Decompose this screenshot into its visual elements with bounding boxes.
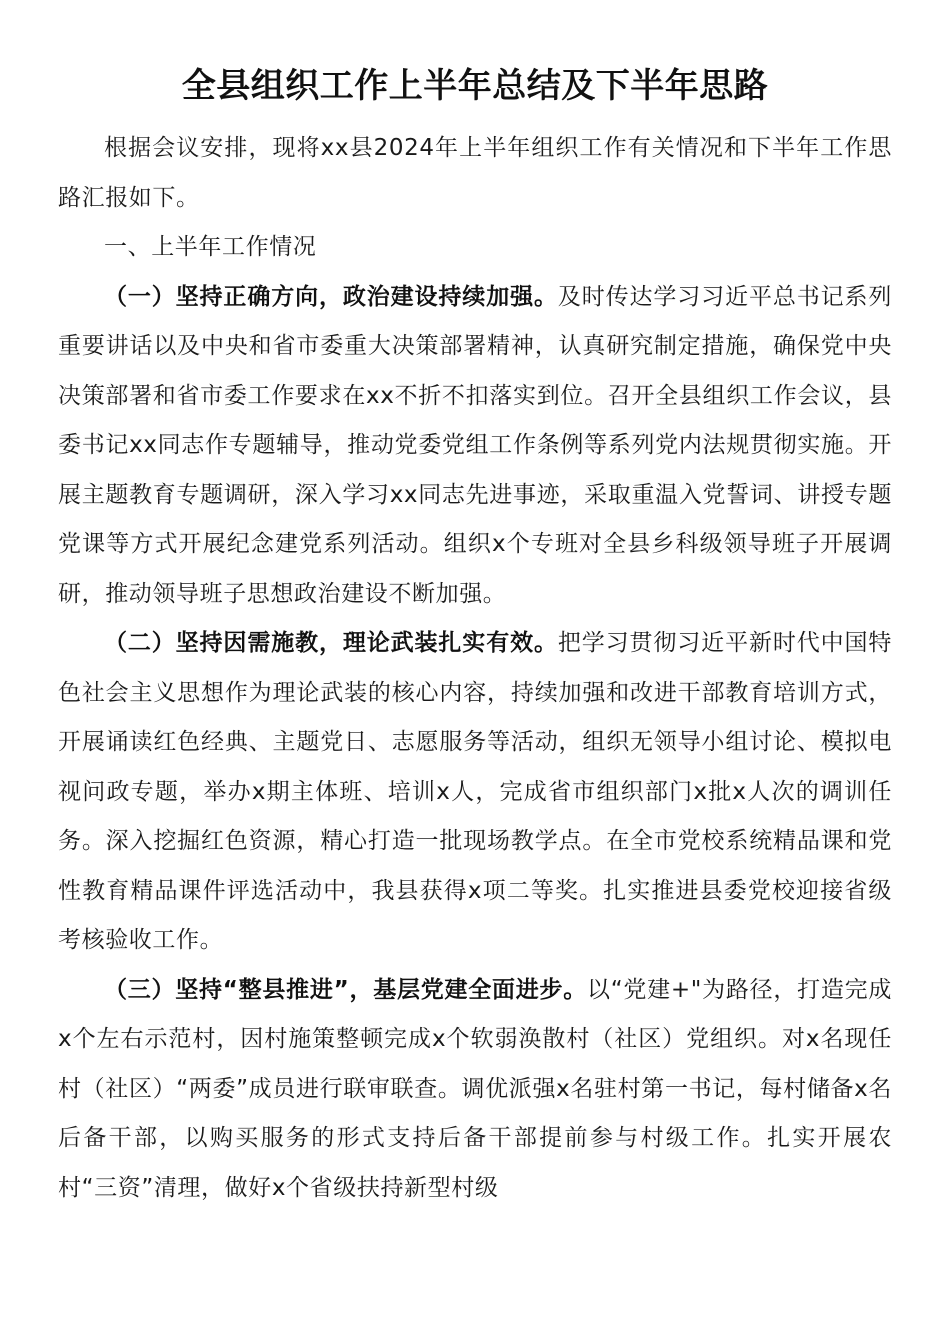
section-paragraph-1 [58, 273, 892, 620]
section-paragraph-2 [58, 619, 892, 966]
intro-paragraph: 根据会议安排，现将xx县2024年上半年组织工作有关情况和下半年工作思路汇报如下。 [58, 135, 892, 211]
part-heading: 一、上半年工作情况 [104, 234, 317, 260]
document-title: 全县组织工作上半年总结及下半年思路 [181, 66, 769, 106]
section-body-2: 把学习贯彻习近平新时代中国特色社会主义思想作为理论武装的核心内容，持续加强和改进干部教育培训方式，开展诵读红色经典、主题党日、志愿服务等活动，组织无领导小组讨论、模拟电视问政专题，举办x期主体班、培训x人，完成省市组织部门x批x人次的调训任务。深入挖掘红色资源，精心打造一批现场教学点。在全市党校系统精品课和党性教育精品课件评选活动中，我县获得x项二等奖。扎实推进县委党校迎接省级考核验收工作。 [58, 630, 892, 953]
section-lead-1: （一）坚持正确方向，政治建设持续加强。 [104, 283, 558, 310]
section-paragraph-3 [58, 966, 892, 1214]
section-lead-2: （二）坚持因需施教，理论武装扎实有效。 [104, 630, 558, 656]
section-body-3: 以“党建+"为路径，打造完成x个左右示范村，因村施策整顿完成x个软弱涣散村（社区）党组织。对x名现任村（社区）“两委”成员进行联审联查。调优派强x名驻村第一书记，每村储备x名后备干部，以购买服务的形式支持后备干部提前参与村级工作。扎实开展农村“三资”清理，做好x个省级扶持新型村级 [58, 976, 892, 1201]
section-body-1: 及时传达学习习近平总书记系列重要讲话以及中央和省市委重大决策部署精神，认真研究制定措施，确保党中央决策部署和省市委工作要求在xx不折不扣落实到位。召开全县组织工作会议，县委书记xx同志作专题辅导，推动党委党组工作条例等系列党内法规贯彻实施。开展主题教育专题调研，深入学习xx同志先进事迹，采取重温入党誓词、讲授专题党课等方式开展纪念建党系列活动。组织x个专班对全县乡科级领导班子开展调研，推动领导班子思想政治建设不断加强。 [58, 283, 892, 607]
section-lead-3: （三）坚持“整县推进”，基层党建全面进步。 [104, 976, 588, 1003]
